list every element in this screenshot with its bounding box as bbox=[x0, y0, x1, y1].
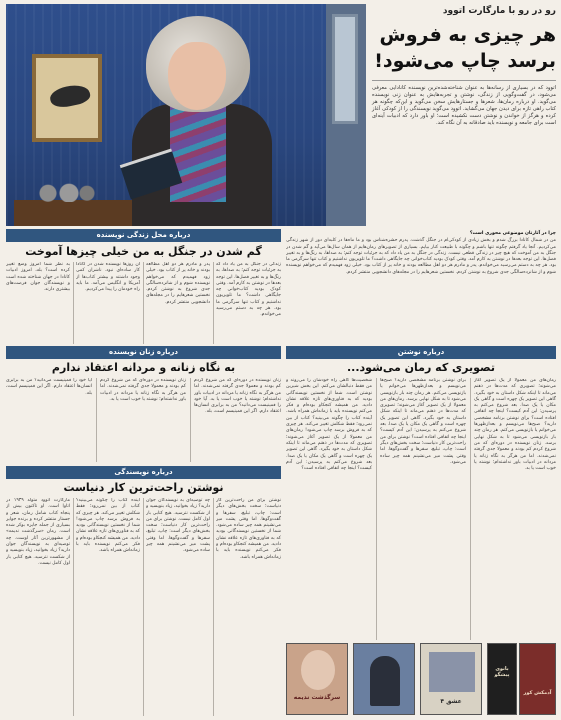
vases bbox=[36, 180, 96, 202]
section-title-living: گم شدن در جنگل به من خیلی چیزها آموخت bbox=[25, 245, 262, 258]
book-title: بانوی پیشگو bbox=[494, 666, 510, 678]
intro-text: اتوود که در بسیاری از رسانه‌ها به عنوان شناخته‌شده‌ترین نویسنده کانادایی معرفی می‌شود، در گفت‌وگویی از زندگی، نوشتن و تجربه‌هایش به عنوان زنی نویسنده می‌گوید. او درباره رمان‌ها، شعرها و جستارهایش سخن می‌گوید و این‌که چگونه هر کتاب راهی تازه برای دیدن جهان می‌گشاید. اتوود می‌گوید نویسندگی را از کودکی آغاز کرده و هرگز از خواندن و نوشتن دست نکشیده است؛ او باور دارد که ادبیات آینه‌ای است برای جامعه و نویسنده باید صادقانه به آن نگاه کند. bbox=[372, 85, 556, 126]
book-cover-2 bbox=[353, 643, 415, 715]
divider bbox=[372, 80, 556, 81]
paragraph: برای نوشتن برنامه مشخصی دارید؟ صبح‌ها می‌نویسم و بعدازظهرها می‌خوانم یا بازنویسی می‌کنم. هر رمان چند بار بازنویسی می‌شود تا به شکل نهایی برسد. bbox=[380, 378, 466, 402]
column-rule bbox=[470, 378, 471, 640]
paragraph: پدر و مادرم هر دو اهل مطالعه بودند و خانه پر از کتاب بود. خیلی زود فهمیدم که می‌خواهم نویسنده شوم و از شانزده‌سالگی جدی شروع به نوشتن کردم. نخستین شعرهایم را در مجله‌های دانشجویی منتشر کردم. bbox=[286, 263, 556, 275]
paragraph: برای نوشتن برنامه مشخصی دارید؟ صبح‌ها می‌نویسم و بعدازظهرها می‌خوانم یا بازنویسی می‌کنم. هر رمان چند بار بازنویسی می‌شود تا به شکل نهایی برسد. bbox=[474, 415, 556, 446]
cover-image bbox=[429, 652, 475, 692]
text-column bbox=[380, 378, 466, 640]
text-column bbox=[194, 378, 281, 462]
bird-painting bbox=[32, 54, 102, 142]
book-cover-blind-assassin bbox=[519, 643, 556, 715]
book-cover-handmaids-tale bbox=[286, 643, 348, 715]
author-photo bbox=[6, 4, 366, 226]
interview-column-right bbox=[286, 229, 556, 341]
paragraph: زندگی در جنگل به من یاد داد که به جزئیات توجه کنم؛ به صداها، به رنگ‌ها و به تغییر فصل‌ها. این توجه بعدها در نوشتن به کارم آمد. وقتی کودک بودید کتاب‌خوانی چه جایگاهی داشت؟ ما تلویزیون نداشتیم و کتاب تنها سرگرمی ما بود. هر چه به دستم می‌رسید می‌خواندم. bbox=[216, 262, 281, 318]
paragraph: نوشتن برای من راحت‌ترین کار دنیاست؛ سخت بخش‌های دیگر است: چاپ، تبلیغ، سفرها و گفت‌وگوها. اما وقتی پشت میز می‌نشینم همه چیز ساده می‌شود. bbox=[146, 516, 210, 554]
headline bbox=[372, 22, 556, 74]
text-column bbox=[146, 498, 210, 716]
paragraph: رمان‌های من معمولا از یک تصویر آغاز می‌شوند؛ تصویری که مدت‌ها در ذهنم می‌ماند تا اینکه شکل داستان به خود بگیرد. گاهی این تصویر یک چهره است و گاهی یک مکان یا یک صدا. بعد شروع می‌کنم به پرسیدن: این آدم کیست؟ اینجا چه اتفاقی افتاده است؟ bbox=[474, 378, 556, 421]
headline-line-2: برسد چاپ می‌شود! bbox=[374, 50, 556, 72]
column-rule bbox=[213, 498, 214, 716]
cover-portrait bbox=[301, 650, 335, 690]
headline-line-1: هر چیزی به فروش bbox=[379, 24, 556, 46]
text-column bbox=[76, 498, 140, 716]
paragraph: چه توصیه‌ای به نویسندگان جوان دارید؟ زیاد بخوانید، زیاد بنویسید و از شکست نترسید. هیچ کتابی بار اول کامل نیست. bbox=[146, 498, 210, 522]
paragraph: زنان نویسنده در دوره‌ای که من شروع کردم کم بودند و معمولا جدی گرفته نمی‌شدند. اما من هرگز به نگاه زنانه یا مردانه در ادبیات باور نداشته‌ام؛ نوشته یا خوب است یا بد. bbox=[474, 440, 556, 472]
text-column bbox=[286, 378, 372, 640]
author-face bbox=[168, 42, 226, 110]
column-rule bbox=[376, 378, 377, 640]
paragraph: زنان نویسنده در دوره‌ای که من شروع کردم کم بودند و معمولا جدی گرفته نمی‌شدند. اما من هرگز به نگاه زنانه یا مردانه در ادبیات باور نداشته‌ام؛ نوشته یا خوب است یا بد. bbox=[194, 378, 281, 402]
column-rule bbox=[190, 378, 191, 462]
text-column bbox=[6, 378, 92, 462]
text-column bbox=[216, 262, 281, 344]
paragraph: مارگارت اتوود متولد ۱۹۳۹ در اتاوا است. او تاکنون بیش از پنجاه کتاب شامل رمان، شعر و جستار منتشر کرده و برنده جوایز بسیاری از جمله جایزه بوکر شده است. رمان «سرگذشت ندیمه» از مشهورترین آثار اوست. bbox=[6, 498, 70, 541]
headline-block bbox=[372, 4, 556, 226]
section-bar-women: درباره زنان نویسنده bbox=[6, 346, 281, 359]
column-rule bbox=[73, 262, 74, 344]
book-title: سرگذشت ندیمه bbox=[293, 694, 341, 701]
paragraph: آیا خود را فمینیست می‌دانید؟ من به برابری انسان‌ها اعتقاد دارم. اگر این فمینیسم است، بله. bbox=[194, 396, 281, 415]
paragraph: شخصیت‌ها گاهی راه خودشان را می‌روند و من فقط دنبالشان می‌کنم. این بخش شیرین نوشتن است. bbox=[286, 378, 372, 396]
text-column bbox=[474, 378, 556, 640]
section-title-craft: نوشتن راحت‌ترین کار دنیاست bbox=[63, 481, 224, 494]
text-column bbox=[76, 262, 140, 344]
section-title-women: به نگاه زنانه و مردانه اعتقاد ندارم bbox=[51, 361, 236, 374]
section-bar-craft: درباره نویسندگی bbox=[6, 466, 281, 479]
author-scarf bbox=[170, 102, 226, 202]
book-title: عشق ۴ bbox=[440, 698, 462, 705]
paragraph: آن روزها نویسنده شدن در کانادا کار ساده‌ای نبود. ناشران کمی وجود داشتند و بیشتر کتاب‌ها از آمریکا و انگلیس می‌آمد. ما باید راه خودمان را پیدا می‌کردیم. bbox=[76, 262, 140, 293]
column-rule bbox=[143, 262, 144, 344]
bird-icon bbox=[48, 82, 91, 110]
book-cover-lady-oracle bbox=[487, 643, 517, 715]
text-column bbox=[146, 262, 210, 344]
column-rule bbox=[96, 378, 97, 462]
paragraph: آینده کتاب را چگونه می‌بینید؟ کتاب از بین نمی‌رود؛ فقط شکلش تغییر می‌کند. هر چیزی که به فروش برسد چاپ می‌شود! bbox=[286, 415, 372, 434]
text-column bbox=[6, 498, 70, 716]
text-column bbox=[6, 262, 70, 344]
paragraph: من در شمال کانادا بزرگ شدم و بخش زیادی از کودکی‌ام در جنگل گذشت. پدرم حشره‌شناس بود و ما ماه‌ها در کلبه‌ای دور از شهر زندگی می‌کردیم. آنجا یاد گرفتم چگونه تنها باشم و چگونه با طبیعت کنار بیایم. بسیاری از تصویرهای رمان‌هایم از همان سال‌ها می‌آید و گم شدن در جنگل به من آموخت که هیچ چیز در زندگی قطعی نیست. bbox=[286, 238, 556, 256]
paragraph: رمان‌های من معمولا از یک تصویر آغاز می‌شوند؛ تصویری که مدت‌ها در ذهنم می‌ماند تا اینکه شکل داستان به خود بگیرد. گاهی این تصویر یک چهره است و گاهی یک مکان یا یک صدا. بعد شروع می‌کنم به پرسیدن: این آدم کیست؟ اینجا چه اتفاقی افتاده است؟ bbox=[380, 396, 466, 440]
paragraph: زندگی در جنگل به من یاد داد که به جزئیات توجه کنم؛ به صداها، به رنگ‌ها و به تغییر فصل‌ها. این توجه بعدها در نوشتن به کارم آمد. وقتی کودک بودید کتاب‌خوانی چه جایگاهی داشت؟ ما تلویزیون نداشتیم و کتاب تنها سرگرمی ما بود. هر چه به دستم می‌رسید می‌خواندم. bbox=[286, 250, 556, 269]
paragraph: نوشتن برای من راحت‌ترین کار دنیاست؛ سخت بخش‌های دیگر است: چاپ، تبلیغ، سفرها و گفت‌وگوها. اما وقتی پشت میز می‌نشینم همه چیز ساده می‌شود. bbox=[216, 498, 281, 529]
paragraph: رمان‌های من معمولا از یک تصویر آغاز می‌شوند؛ تصویری که مدت‌ها در ذهنم می‌ماند تا اینکه شکل داستان به خود بگیرد. گاهی این تصویر یک چهره است و گاهی یک مکان یا یک صدا. بعد شروع می‌کنم به پرسیدن: این آدم کیست؟ اینجا چه اتفاقی افتاده است؟ bbox=[286, 428, 372, 472]
section-title-writing: تصویری که رمان می‌شود... bbox=[347, 361, 495, 374]
column-rule bbox=[213, 262, 214, 344]
paragraph: چه توصیه‌ای به نویسندگان جوان دارید؟ زیاد بخوانید، زیاد بنویسید و از شکست نترسید. هیچ کتابی بار اول کامل نیست. bbox=[6, 535, 70, 566]
kicker: رو در رو با مارگارت اتوود bbox=[442, 6, 556, 16]
section-bar-living: درباره محل زندگی نویسنده bbox=[6, 229, 281, 242]
book-title: آدمکش کور bbox=[523, 690, 552, 696]
paragraph: به نظر شما امروز وضع تغییر کرده است؟ بله، امروز ادبیات کانادا در جهان شناخته شده است و نویسندگان جوان فرصت‌های بیشتری دارند. bbox=[6, 262, 70, 293]
column-rule bbox=[143, 498, 144, 716]
paragraph: شما از نخستین نویسندگانی بودید که به فناوری‌های تازه علاقه نشان دادید. من همیشه کنجکاو بوده‌ام و فکر می‌کنم نویسنده باید با زمانه‌اش همراه باشد. bbox=[286, 390, 372, 415]
window bbox=[332, 14, 358, 124]
author-figure bbox=[124, 16, 274, 226]
cover-figure bbox=[370, 656, 400, 706]
shelf bbox=[14, 200, 134, 226]
text-column bbox=[216, 498, 281, 716]
text-column bbox=[100, 378, 186, 462]
column-rule bbox=[73, 498, 74, 716]
paragraph: آیا خود را فمینیست می‌دانید؟ من به برابری انسان‌ها اعتقاد دارم. اگر این فمینیسم است، بله. bbox=[6, 378, 92, 396]
question: چرا در آثارتان موضوعی محوری است؟ bbox=[469, 231, 556, 236]
paragraph: شما از نخستین نویسندگانی بودید که به فناوری‌های تازه علاقه نشان دادید. من همیشه کنجکاو بوده‌ام و فکر می‌کنم نویسنده باید با زمانه‌اش همراه باشد. bbox=[216, 529, 281, 560]
paragraph: پدر و مادرم هر دو اهل مطالعه بودند و خانه پر از کتاب بود. خیلی زود فهمیدم که می‌خواهم نویسنده شوم و از شانزده‌سالگی جدی شروع به نوشتن کردم. نخستین شعرهایم را در مجله‌های دانشجویی منتشر کردم. bbox=[146, 262, 210, 305]
paragraph: آینده کتاب را چگونه می‌بینید؟ کتاب از بین نمی‌رود؛ فقط شکلش تغییر می‌کند. هر چیزی که به فروش برسد چاپ می‌شود! bbox=[76, 498, 140, 522]
paragraph: نوشتن برای من راحت‌ترین کار دنیاست؛ سخت بخش‌های دیگر است: چاپ، تبلیغ، سفرها و گفت‌وگوها. اما وقتی پشت میز می‌نشینم همه چیز ساده می‌شود. bbox=[380, 434, 466, 465]
paragraph: شما از نخستین نویسندگانی بودید که به فناوری‌های تازه علاقه نشان دادید. من همیشه کنجکاو بوده‌ام و فکر می‌کنم نویسنده باید با زمانه‌اش همراه باشد. bbox=[76, 523, 140, 554]
book-cover-3 bbox=[420, 643, 482, 715]
section-bar-writing: درباره نوشتن bbox=[286, 346, 556, 359]
paragraph: زنان نویسنده در دوره‌ای که من شروع کردم کم بودند و معمولا جدی گرفته نمی‌شدند. اما من هرگز به نگاه زنانه یا مردانه در ادبیات باور نداشته‌ام؛ نوشته یا خوب است یا بد. bbox=[100, 378, 186, 402]
